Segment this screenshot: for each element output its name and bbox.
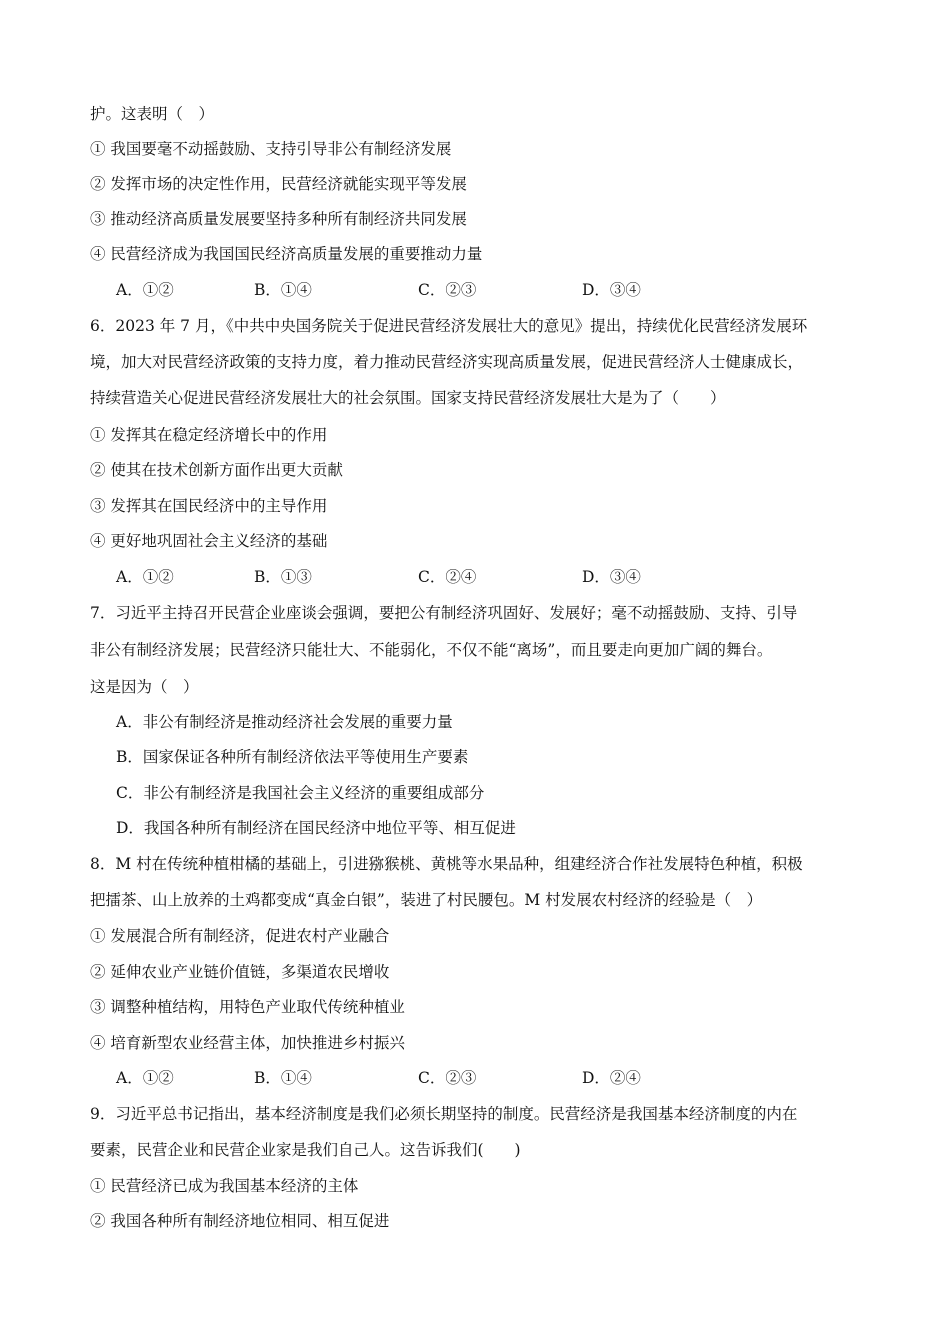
q5-item-4: ④ 民营经济成为我国国民经济高质量发展的重要推动力量 xyxy=(90,245,483,263)
q7-option-d[interactable]: D．我国各种所有制经济在国民经济中地位平等、相互促进 xyxy=(116,819,516,837)
q6-item-4: ④ 更好地巩固社会主义经济的基础 xyxy=(90,532,328,550)
q9-item-1: ① 民营经济已成为我国基本经济的主体 xyxy=(90,1177,359,1195)
q8-stem-line-1: 8．M 村在传统种植柑橘的基础上，引进猕猴桃、黄桃等水果品种，组建经济合作社发展特色种植，积极 xyxy=(90,855,803,873)
q7-stem-line-3: 这是因为（ ） xyxy=(90,678,199,696)
q8-item-2: ② 延伸农业产业链价值链，多渠道农民增收 xyxy=(90,963,390,981)
q8-item-4: ④ 培育新型农业经营主体，加快推进乡村振兴 xyxy=(90,1034,405,1052)
q5-option-c[interactable]: C．②③ xyxy=(418,281,477,299)
q5-stem-tail: 护。这表明（ ） xyxy=(90,105,215,123)
q8-options xyxy=(116,1068,641,1088)
q8-stem-line-2: 把擂茶、山上放养的土鸡都变成“真金白银”，装进了村民腰包。M 村发展农村经济的经验是（ ） xyxy=(90,891,763,909)
q6-item-3: ③ 发挥其在国民经济中的主导作用 xyxy=(90,497,328,515)
q6-option-a[interactable]: A．①② xyxy=(116,568,174,586)
q9-item-2: ② 我国各种所有制经济地位相同、相互促进 xyxy=(90,1212,390,1230)
q5-option-a[interactable]: A．①② xyxy=(116,281,174,299)
q8-option-d[interactable]: D．②④ xyxy=(582,1069,641,1087)
q6-item-2: ② 使其在技术创新方面作出更大贡献 xyxy=(90,461,343,479)
q6-option-b[interactable]: B．①③ xyxy=(254,568,312,586)
q8-option-c[interactable]: C．②③ xyxy=(418,1069,477,1087)
q7-option-c[interactable]: C．非公有制经济是我国社会主义经济的重要组成部分 xyxy=(116,784,485,802)
q5-option-b[interactable]: B．①④ xyxy=(254,281,312,299)
q5-item-1: ① 我国要毫不动摇鼓励、支持引导非公有制经济发展 xyxy=(90,140,452,158)
q8-item-3: ③ 调整种植结构，用特色产业取代传统种植业 xyxy=(90,998,405,1016)
q9-stem-line-1: 9．习近平总书记指出，基本经济制度是我们必须长期坚持的制度。民营经济是我国基本经济制度的内在 xyxy=(90,1105,798,1123)
q6-options xyxy=(116,567,641,587)
q8-option-a[interactable]: A．①② xyxy=(116,1069,174,1087)
q7-option-a[interactable]: A．非公有制经济是推动经济社会发展的重要力量 xyxy=(116,713,453,731)
q6-item-1: ① 发挥其在稳定经济增长中的作用 xyxy=(90,426,328,444)
q9-stem-line-2: 要素，民营企业和民营企业家是我们自己人。这告诉我们( ) xyxy=(90,1141,521,1159)
q6-stem-line-1: 6．2023 年 7 月，《中共中央国务院关于促进民营经济发展壮大的意见》提出，持续优化民营经济发展环 xyxy=(90,317,808,335)
q7-option-b[interactable]: B．国家保证各种所有制经济依法平等使用生产要素 xyxy=(116,748,469,766)
q7-stem-line-1: 7．习近平主持召开民营企业座谈会强调，要把公有制经济巩固好、发展好；毫不动摇鼓励、支持、引导 xyxy=(90,604,798,622)
q6-stem-line-3: 持续营造关心促进民营经济发展壮大的社会氛围。国家支持民营经济发展壮大是为了（ ） xyxy=(90,389,726,407)
q6-stem-line-2: 境，加大对民营经济政策的支持力度，着力推动民营经济实现高质量发展，促进民营经济人士健康成长， xyxy=(90,353,804,371)
q5-option-d[interactable]: D．③④ xyxy=(582,281,641,299)
q5-options xyxy=(116,280,641,300)
q7-stem-line-2: 非公有制经济发展；民营经济只能壮大、不能弱化，不仅不能“离场”，而且要走向更加广阔的舞台。 xyxy=(90,641,773,659)
q6-option-c[interactable]: C．②④ xyxy=(418,568,477,586)
q6-option-d[interactable]: D．③④ xyxy=(582,568,641,586)
q5-item-2: ② 发挥市场的决定性作用，民营经济就能实现平等发展 xyxy=(90,175,467,193)
q8-option-b[interactable]: B．①④ xyxy=(254,1069,312,1087)
q5-item-3: ③ 推动经济高质量发展要坚持多种所有制经济共同发展 xyxy=(90,210,467,228)
q8-item-1: ① 发展混合所有制经济，促进农村产业融合 xyxy=(90,927,390,945)
